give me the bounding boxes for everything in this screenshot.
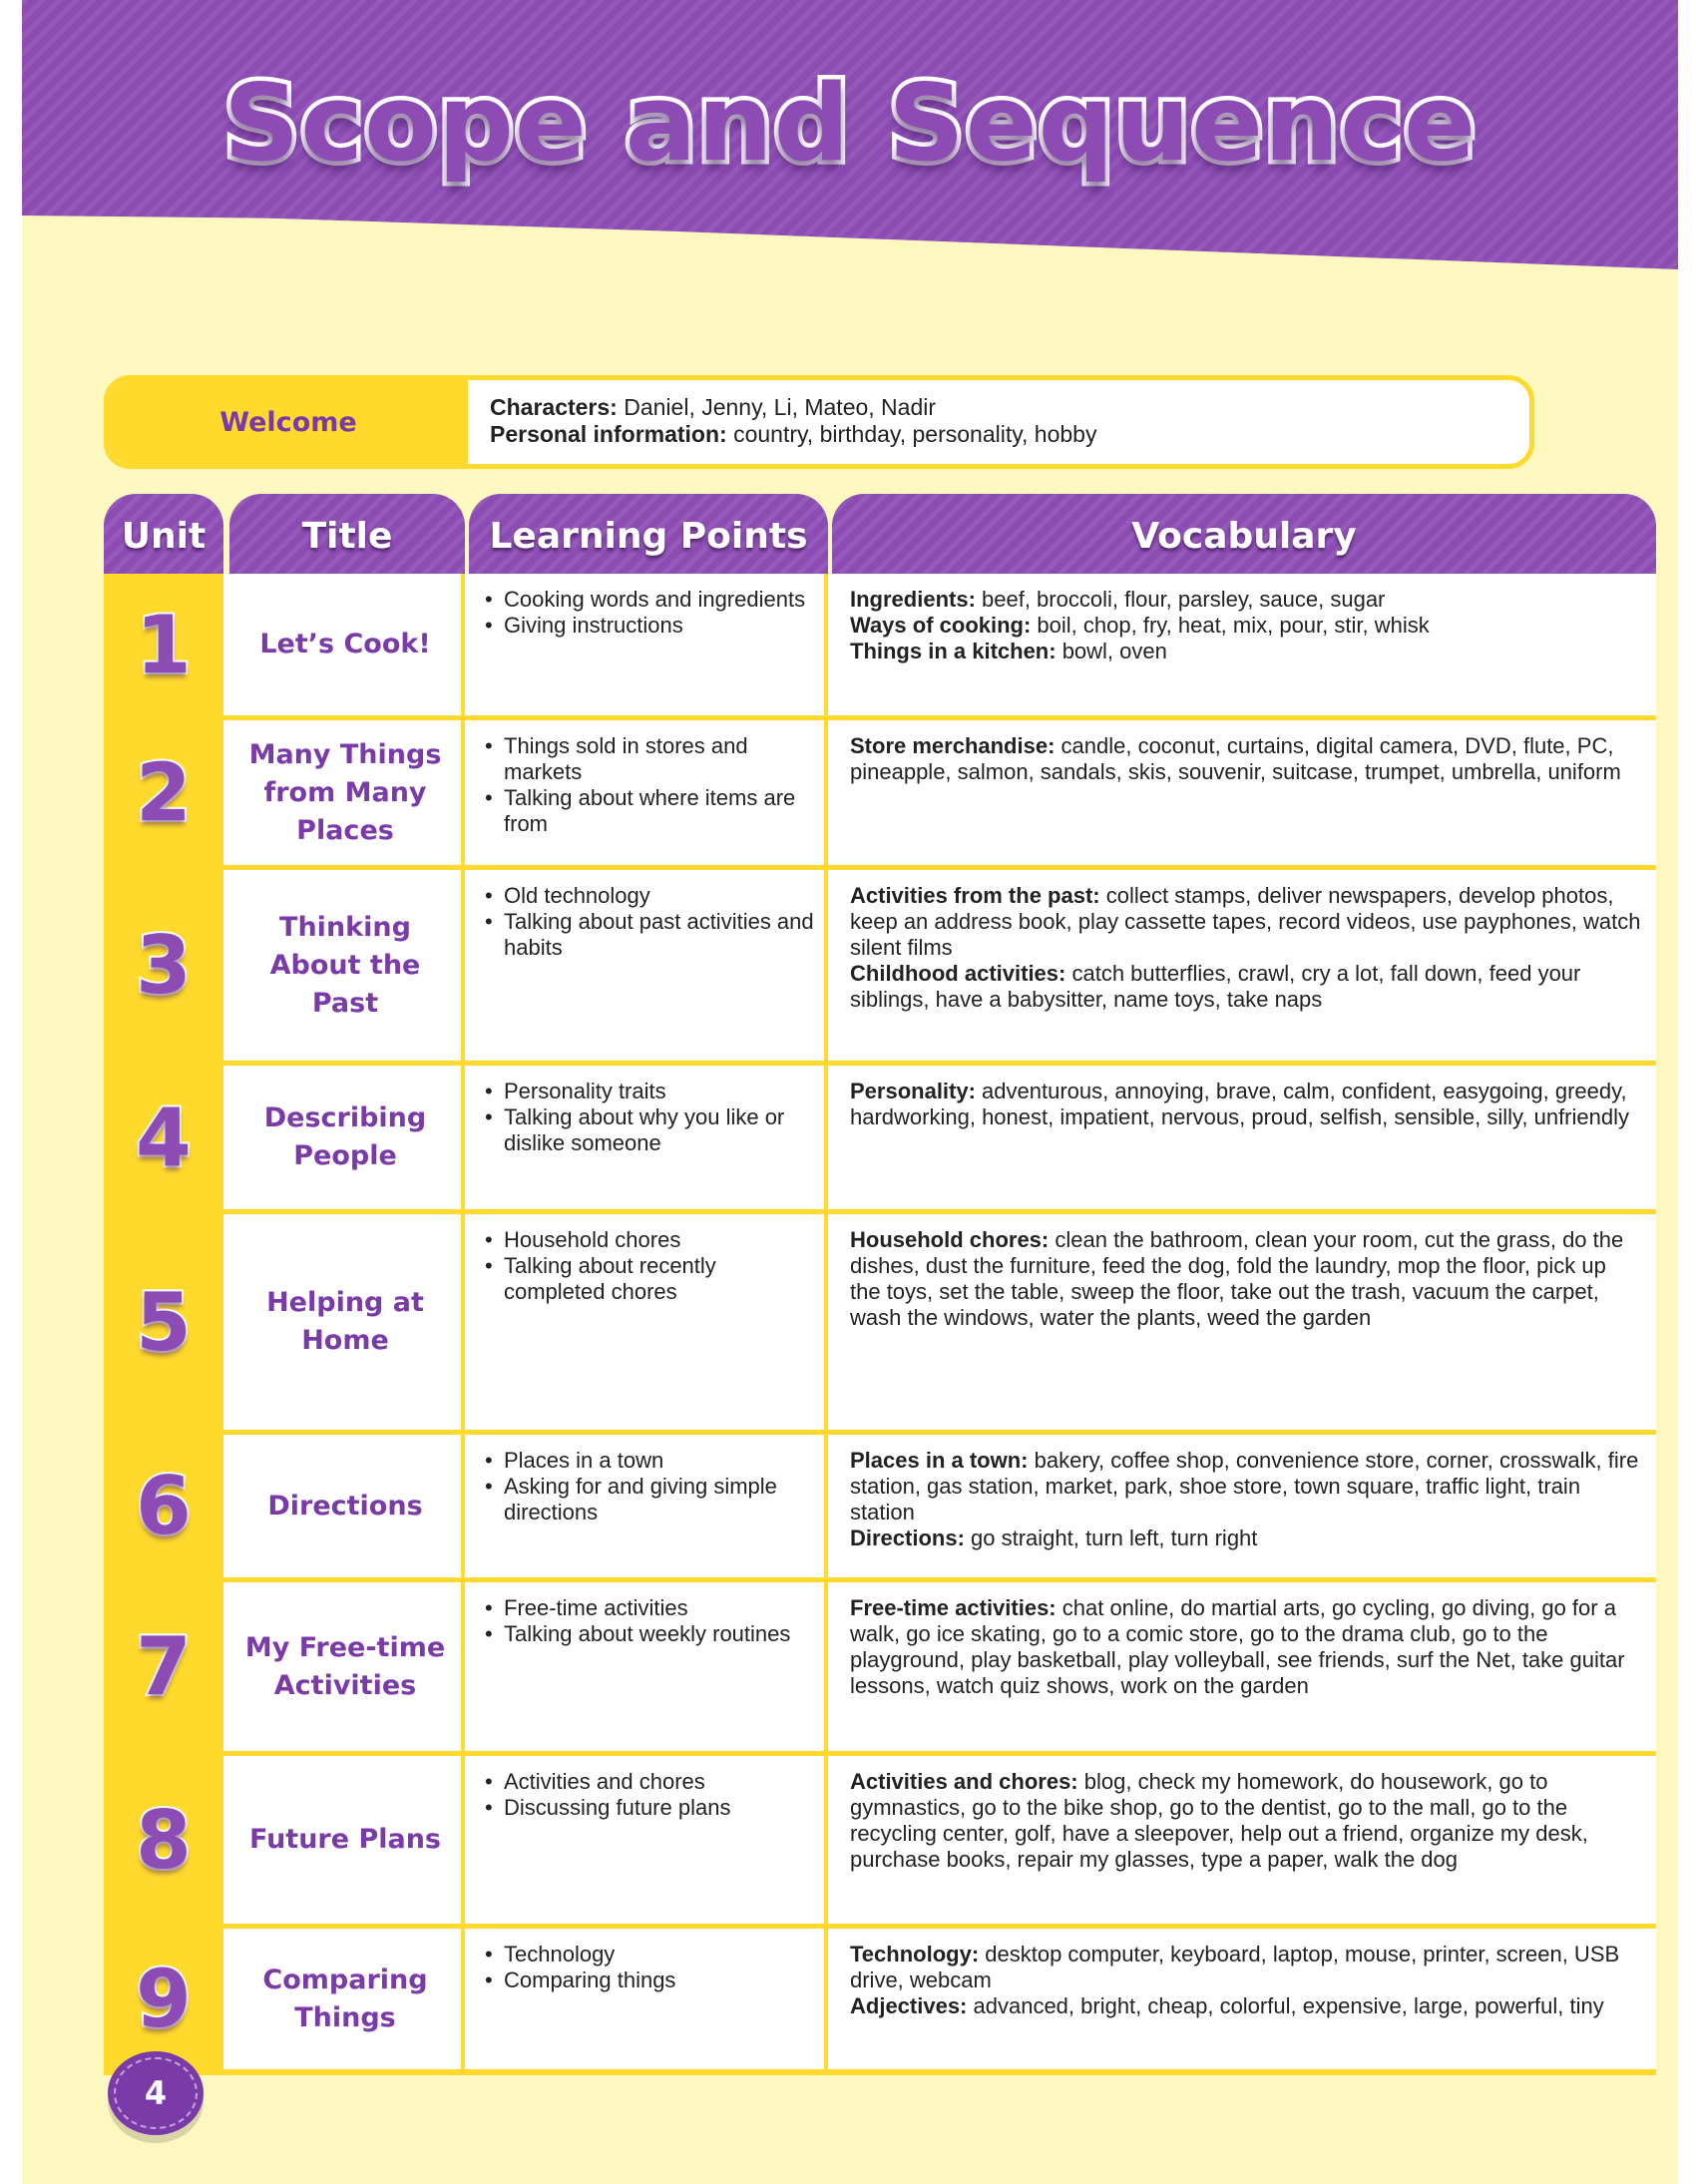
header-unit: Unit: [104, 494, 223, 574]
unit-title: Describing People: [229, 1066, 465, 1209]
page-number: 4: [108, 2051, 204, 2135]
unit-number: 2: [104, 720, 223, 865]
learning-points-list: [485, 733, 814, 837]
vocab-words: blog, check my homework, do housework, go to gymnastics, go to the bike shop, go to the dentist, go to the mall, go to the recycling center, golf, have a sleepover, help out a friend, organize my desk, purchase books, repair my glasses, type a paper, walk the dog: [850, 1769, 1588, 1872]
unit-number: 5: [104, 1214, 223, 1430]
learning-points: [465, 870, 828, 1061]
vocabulary: [828, 1066, 1656, 1209]
welcome-value: country, birthday, personality, hobby: [726, 421, 1097, 447]
unit-number: 7: [104, 1582, 223, 1751]
welcome-line: [490, 421, 1519, 448]
welcome-value: Daniel, Jenny, Li, Mateo, Nadir: [617, 394, 937, 420]
vocab-category: Activities from the past:: [850, 883, 1100, 908]
unit-number: 6: [104, 1435, 223, 1577]
learning-point: • Cooking words and ingredients: [485, 587, 814, 613]
learning-point: • Asking for and giving simple directions: [485, 1474, 814, 1526]
learning-points: [465, 1435, 828, 1577]
learning-point: • Technology: [485, 1942, 814, 1967]
vocab-category: Household chores:: [850, 1227, 1050, 1252]
vocabulary: [828, 720, 1656, 865]
vocab-words: clean the bathroom, clean your room, cut the grass, do the dishes, dust the furniture, feed the dog, fold the laundry, mop the floor, pick up the toys, set the table, sweep the floor, take out the trash, vacuum the carpet, wash the windows, water the plants, weed the garden: [850, 1227, 1624, 1330]
vocab-line: [850, 613, 1642, 639]
learning-points-list: [485, 1942, 814, 1993]
vocab-category: Adjectives:: [850, 1993, 968, 2018]
table-row: [104, 870, 1656, 1066]
vocabulary: [828, 1756, 1656, 1924]
vocabulary: [828, 1582, 1656, 1751]
vocabulary: [828, 870, 1656, 1061]
unit-number: 8: [104, 1756, 223, 1924]
vocab-category: Childhood activities:: [850, 961, 1066, 986]
vocab-line: [850, 961, 1642, 1013]
table-row: [104, 1582, 1656, 1756]
learning-point: • Old technology: [485, 883, 814, 909]
table-row: [104, 1435, 1656, 1582]
unit-title: Let’s Cook!: [229, 574, 465, 715]
vocab-category: Free-time activities:: [850, 1595, 1057, 1620]
vocab-line: [850, 1993, 1642, 2019]
vocabulary: [828, 1435, 1656, 1577]
vocab-category: Things in a kitchen:: [850, 639, 1057, 663]
vocab-words: chat online, do martial arts, go cycling, go diving, go for a walk, go ice skating, go to a comic store, go to the drama club, go to the playground, play basketball, play volleyball, see friends, surf the Net, take guitar lessons, watch quiz shows, work on the garden: [850, 1595, 1625, 1698]
vocab-line: [850, 1769, 1642, 1873]
vocab-line: [850, 1079, 1642, 1130]
welcome-line: [490, 394, 1519, 421]
welcome-key: Characters:: [490, 394, 618, 420]
table-header: [104, 494, 1656, 574]
learning-point: • Activities and chores: [485, 1769, 814, 1795]
vocab-words: advanced, bright, cheap, colorful, expensive, large, powerful, tiny: [967, 1993, 1604, 2018]
vocab-category: Activities and chores:: [850, 1769, 1078, 1794]
unit-title: Comparing Things: [229, 1929, 465, 2069]
vocab-words: candle, coconut, curtains, digital camera, DVD, flute, PC, pineapple, salmon, sandals, skis, souvenir, suitcase, trumpet, umbrella, uniform: [850, 733, 1621, 784]
vocab-words: adventurous, annoying, brave, calm, confident, easygoing, greedy, hardworking, honest, impatient, nervous, proud, selfish, sensible, silly, unfriendly: [850, 1079, 1629, 1129]
learning-point: • Comparing things: [485, 1967, 814, 1993]
vocab-words: beef, broccoli, flour, parsley, sauce, sugar: [975, 587, 1386, 612]
learning-point: • Personality traits: [485, 1079, 814, 1104]
table-row: [104, 1929, 1656, 2075]
learning-points: [465, 1214, 828, 1430]
unit-title: Helping at Home: [229, 1214, 465, 1430]
unit-number: 3: [104, 870, 223, 1061]
header-title: Title: [229, 494, 465, 574]
vocab-category: Store merchandise:: [850, 733, 1056, 758]
vocab-category: Ingredients:: [850, 587, 976, 612]
learning-points: [465, 1929, 828, 2069]
learning-points-list: [485, 1769, 814, 1821]
learning-point: • Household chores: [485, 1227, 814, 1253]
table-row: [104, 1756, 1656, 1929]
welcome-box: [104, 375, 1534, 469]
vocab-words: catch butterflies, crawl, cry a lot, fall down, feed your siblings, have a babysitter, name toys, take naps: [850, 961, 1581, 1012]
learning-points-list: [485, 587, 814, 639]
learning-points: [465, 1756, 828, 1924]
learning-point: • Free-time activities: [485, 1595, 814, 1621]
vocabulary: [828, 1214, 1656, 1430]
vocabulary: [828, 574, 1656, 715]
vocab-category: Technology:: [850, 1942, 980, 1966]
learning-point: • Things sold in stores and markets: [485, 733, 814, 785]
table-row: [104, 720, 1656, 870]
learning-points-list: [485, 1595, 814, 1647]
vocabulary: [828, 1929, 1656, 2069]
unit-number: 4: [104, 1066, 223, 1209]
vocab-words: bakery, coffee shop, convenience store, corner, crosswalk, fire station, gas station, market, park, shoe store, town square, traffic light, train station: [850, 1448, 1639, 1525]
learning-point: • Giving instructions: [485, 613, 814, 639]
learning-point: • Talking about past activities and habits: [485, 909, 814, 961]
vocab-line: [850, 1526, 1642, 1551]
vocab-line: [850, 1942, 1642, 1993]
table-body: [104, 574, 1656, 2075]
vocab-line: [850, 1595, 1642, 1699]
learning-point: • Places in a town: [485, 1448, 814, 1474]
vocab-line: [850, 639, 1642, 664]
header-learning-points: Learning Points: [469, 494, 828, 574]
vocab-line: [850, 1448, 1642, 1526]
welcome-key: Personal information:: [490, 421, 727, 447]
learning-point: • Talking about where items are from: [485, 785, 814, 837]
vocab-line: [850, 883, 1642, 961]
vocab-words: desktop computer, keyboard, laptop, mouse, printer, screen, USB drive, webcam: [850, 1942, 1620, 1992]
learning-points: [465, 1066, 828, 1209]
vocab-category: Personality:: [850, 1079, 976, 1103]
vocab-words: go straight, turn left, turn right: [964, 1526, 1258, 1550]
vocab-category: Ways of cooking:: [850, 613, 1032, 638]
vocab-words: boil, chop, fry, heat, mix, pour, stir, whisk: [1031, 613, 1430, 638]
header-vocabulary: Vocabulary: [832, 494, 1656, 574]
vocab-words: bowl, oven: [1056, 639, 1167, 663]
unit-number: 1: [104, 574, 223, 715]
vocab-line: [850, 587, 1642, 613]
learning-points-list: [485, 1448, 814, 1526]
unit-number: 9: [104, 1929, 223, 2069]
unit-title: Directions: [229, 1435, 465, 1577]
learning-points: [465, 720, 828, 865]
page-title: Scope and Sequence: [222, 62, 1478, 185]
learning-points-list: [485, 1079, 814, 1156]
welcome-text: [490, 394, 1519, 448]
learning-point: • Talking about weekly routines: [485, 1621, 814, 1647]
vocab-line: [850, 1227, 1642, 1331]
learning-points: [465, 574, 828, 715]
unit-title: Thinking About the Past: [229, 870, 465, 1061]
learning-point: • Talking about recently completed chores: [485, 1253, 814, 1305]
vocab-category: Places in a town:: [850, 1448, 1029, 1473]
vocab-words: collect stamps, deliver newspapers, develop photos, keep an address book, play cassette tapes, record videos, use payphones, watch silent films: [850, 883, 1641, 960]
table-row: [104, 1066, 1656, 1214]
table-row: [104, 574, 1656, 720]
learning-points-list: [485, 1227, 814, 1305]
welcome-label: Welcome: [109, 380, 468, 464]
learning-point: • Discussing future plans: [485, 1795, 814, 1821]
learning-points-list: [485, 883, 814, 961]
table-row: [104, 1214, 1656, 1435]
unit-title: My Free-time Activities: [229, 1582, 465, 1751]
unit-title: Many Things from Many Places: [229, 720, 465, 865]
learning-points: [465, 1582, 828, 1751]
learning-point: • Talking about why you like or dislike someone: [485, 1104, 814, 1156]
unit-title: Future Plans: [229, 1756, 465, 1924]
vocab-category: Directions:: [850, 1526, 965, 1550]
vocab-line: [850, 733, 1642, 785]
